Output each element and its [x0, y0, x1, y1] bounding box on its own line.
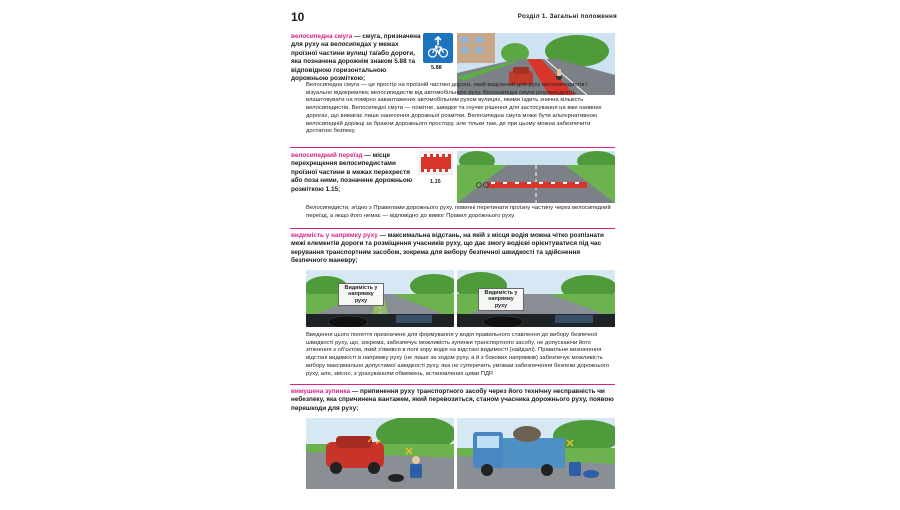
- bike-crossing-definition-text: — місце перехрещення велосипедистами проїзної частини в межах перехрестя або поза ними, позначене дорожньою розміткою 1.15;: [291, 152, 413, 193]
- bike-lane-definition-text: — смуга, призначена для руху на велосипедах у межах проїзної частини вулиці та/або дороги, яка позначена дорожнім знаком 5.88 та відповідною горизонтальною дорожньою розміткою;: [291, 33, 421, 83]
- crossing-marking-icon: [419, 151, 453, 175]
- bike-lane-term: велосипедна смуга: [291, 33, 353, 40]
- forced-stop-definition: [291, 388, 615, 413]
- bike-crossing-marking-code: 1.15: [430, 179, 441, 185]
- bike-lane-definition: [291, 33, 422, 83]
- visibility-term: видимість у напрямку руху: [291, 232, 378, 239]
- forced-stop-term: вимушена зупинка: [291, 388, 351, 395]
- bicycle-sign-icon: [423, 33, 453, 63]
- visibility-caption-2: Видимість у напрямку руху: [478, 288, 524, 311]
- forced-stop-definition-text: — припинення руху транспортного засобу через його технічну несправність чи небезпеку, яка спричинена вантажем, який перевозиться, станом учасника дорожнього руху, появою перешкоди для руху;: [291, 388, 614, 412]
- bike-crossing-definition: [291, 152, 417, 194]
- bike-crossing-marking: [419, 151, 453, 175]
- divider: [290, 228, 615, 229]
- divider: [290, 384, 615, 385]
- forced-stop-illustration-2: [457, 418, 615, 489]
- section-header: Розділ 1. Загальні положення: [517, 13, 617, 20]
- page-number: 10: [291, 10, 305, 24]
- bike-crossing-note: Велосипедисти, згідно з Правилами дорожнього руху, повинні перетинати проїзну частину через велосипедний переїзд, а якщо його немає — відповідно до вимог Правил дорожнього руху.: [306, 205, 611, 219]
- visibility-note: Введення цього поняття призначене для формування у водія правильного ставлення до вибору безпечної швидкості руху, що, зокрема, забезпечує можливість зупинки транспортного засобу, не допускаючи його зіткнення з об'єктом, який з'явився в полі зору водія на відстані видимості (найдалі). Правильне визначення відстані видимості в напрямку руху (не лише за ходом руху, а й з бокових напрямків) забезпечує можливість вибору максимально допустимої швидкості руху, яка не суперечить умовам забезпечення безпеки дорожнього руху, але, звісно, з урахуванням обмежень, встановлених цими ПДР.: [306, 332, 610, 377]
- bike-lane-note: Велосипедна смуга — це простір на проїзній частині дороги, який виділений для руху велосипедистів і візуально відокремлює велосипедистів від автомобільного руху. Велосипедні смуги рекомендують влаштовувати на помірно завантажених автомобільним рухом вулицях, якими їздить значна кількість велосипедистів. Велосипедні смуги — помітне, швидке та гнучке рішення для застосування на вже наявних дорогах, що вимагає лише нанесення дорожньої розмітки. Велосипедна смуга може бути альтернативною велосипедній доріжці за браком дорожнього простору, але тільки там, де при цьому можна забезпечити достатню безпеку.: [306, 82, 602, 135]
- forced-stop-illustration-1: [306, 418, 454, 489]
- visibility-definition: [291, 232, 615, 266]
- visibility-caption-1: Видимість у напрямку руху: [338, 283, 384, 306]
- bike-lane-sign-code: 5.88: [431, 65, 442, 71]
- visibility-definition-text: — максимальна відстань, на якій з місця водія можна чітко розпізнати межі елементів дороги та розміщення учасників руху, що дає змогу водієві орієнтуватися під час керування транспортним засобом, зокрема для вибору безпечної швидкості та здійснення безпечного маневру;: [291, 232, 604, 265]
- bike-crossing-illustration: [457, 151, 615, 203]
- bike-lane-sign: [423, 33, 453, 63]
- divider: [290, 147, 615, 148]
- bike-crossing-term: велосипедний переїзд: [291, 152, 363, 159]
